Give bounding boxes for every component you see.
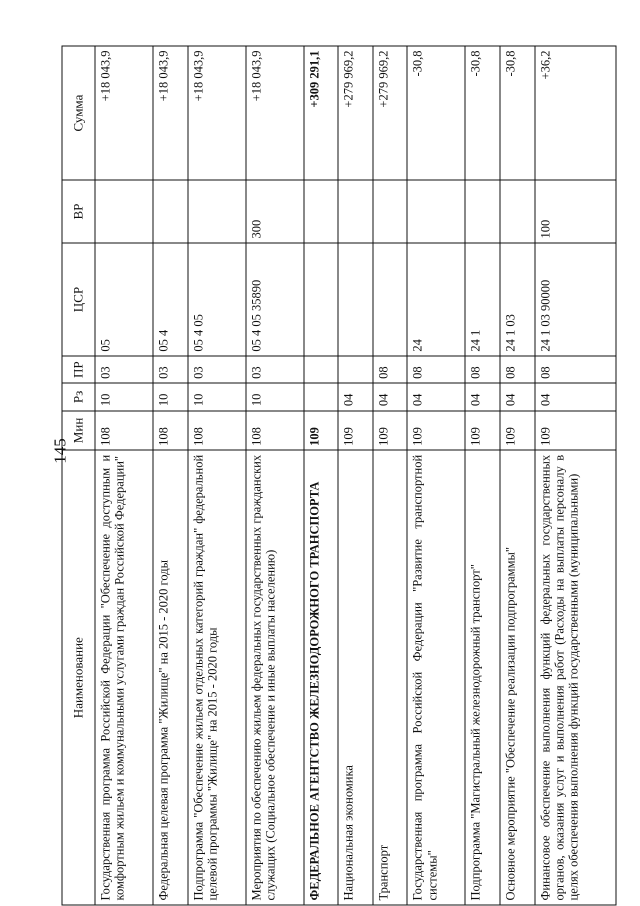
cell-min: 108: [188, 411, 246, 451]
cell-rz: 04: [338, 383, 373, 410]
cell-name: Федеральная целевая программа "Жилище" на 2015 - 2020 годы: [153, 450, 188, 905]
rotated-table-frame: [61, 46, 616, 906]
cell-csr: 24 1 03: [500, 243, 535, 356]
cell-vr: [188, 180, 246, 243]
cell-sum: +18 043,9: [188, 46, 246, 180]
cell-vr: [373, 180, 408, 243]
cell-rz: 04: [535, 383, 616, 410]
table-row: [95, 46, 153, 905]
header-name: Наименование: [62, 450, 95, 905]
cell-name: Подпрограмма "Магистральный железнодорожный транспорт": [465, 450, 500, 905]
cell-csr: [304, 243, 339, 356]
cell-rz: 10: [246, 383, 304, 410]
table-row: [373, 46, 408, 905]
cell-vr: [465, 180, 500, 243]
cell-csr: [373, 243, 408, 356]
cell-min: 109: [500, 411, 535, 451]
cell-sum: +279 969,2: [338, 46, 373, 180]
header-sum: Сумма: [62, 46, 95, 180]
cell-name: Государственная программа Российской Федерации "Развитие транспортной системы": [407, 450, 465, 905]
cell-min: 108: [153, 411, 188, 451]
cell-name: ФЕДЕРАЛЬНОЕ АГЕНТСТВО ЖЕЛЕЗНОДОРОЖНОГО ТРАНСПОРТА: [304, 450, 339, 905]
cell-csr: 05 4 05 35890: [246, 243, 304, 356]
cell-pr: [304, 356, 339, 383]
cell-rz: 04: [500, 383, 535, 410]
cell-sum: -30,8: [465, 46, 500, 180]
cell-pr: 03: [153, 356, 188, 383]
cell-pr: 03: [95, 356, 153, 383]
cell-pr: 08: [465, 356, 500, 383]
cell-pr: [338, 356, 373, 383]
cell-min: 108: [246, 411, 304, 451]
cell-min: 109: [465, 411, 500, 451]
cell-sum: +309 291,1: [304, 46, 339, 180]
cell-sum: +279 969,2: [373, 46, 408, 180]
cell-sum: -30,8: [500, 46, 535, 180]
cell-pr: 08: [500, 356, 535, 383]
header-rz: Рз: [62, 383, 95, 410]
table-row: [338, 46, 373, 905]
cell-pr: 08: [535, 356, 616, 383]
cell-csr: 05 4 05: [188, 243, 246, 356]
cell-vr: [500, 180, 535, 243]
cell-vr: [407, 180, 465, 243]
cell-name: Финансовое обеспечение выполнения функций федеральных государственных органов, оказания услуг и выполнения работ (Расходы на выплаты персоналу в целях обеспечения выполнения функций государственными (муниципальными): [535, 450, 616, 905]
cell-rz: 10: [153, 383, 188, 410]
cell-pr: 03: [188, 356, 246, 383]
cell-min: 109: [373, 411, 408, 451]
table-body: [95, 46, 616, 905]
cell-sum: +18 043,9: [153, 46, 188, 180]
table-row: [153, 46, 188, 905]
cell-pr: 03: [246, 356, 304, 383]
cell-rz: 04: [407, 383, 465, 410]
table-row: [407, 46, 465, 905]
table-row: [246, 46, 304, 905]
cell-csr: [338, 243, 373, 356]
cell-pr: 08: [407, 356, 465, 383]
header-pr: ПР: [62, 356, 95, 383]
cell-min: 109: [304, 411, 339, 451]
cell-csr: 05 4: [153, 243, 188, 356]
cell-pr: 08: [373, 356, 408, 383]
table-header-row: [62, 46, 95, 905]
cell-name: Мероприятия по обеспечению жильем федеральных государственных гражданских служащих (Социальное обеспечение и иные выплаты населению): [246, 450, 304, 905]
cell-vr: [95, 180, 153, 243]
cell-sum: +18 043,9: [95, 46, 153, 180]
cell-min: 109: [338, 411, 373, 451]
cell-csr: 05: [95, 243, 153, 356]
cell-rz: [304, 383, 339, 410]
header-vr: ВР: [62, 180, 95, 243]
table-row: [465, 46, 500, 905]
budget-table: [62, 46, 617, 906]
cell-min: 109: [407, 411, 465, 451]
table-row: [535, 46, 616, 905]
cell-sum: +36,2: [535, 46, 616, 180]
cell-csr: 24 1: [465, 243, 500, 356]
cell-rz: 10: [188, 383, 246, 410]
cell-vr: 300: [246, 180, 304, 243]
cell-vr: [153, 180, 188, 243]
cell-name: Государственная программа Российской Федерации "Обеспечение доступным и комфортным жильем и коммунальными услугами граждан Российской Федерации": [95, 450, 153, 905]
cell-rz: 04: [373, 383, 408, 410]
cell-rz: 10: [95, 383, 153, 410]
cell-csr: 24 1 03 90000: [535, 243, 616, 356]
table-row: [304, 46, 339, 905]
cell-name: Национальная экономика: [338, 450, 373, 905]
cell-min: 109: [535, 411, 616, 451]
cell-name: Основное мероприятие "Обеспечение реализации подпрограммы": [500, 450, 535, 905]
cell-vr: [338, 180, 373, 243]
cell-csr: 24: [407, 243, 465, 356]
table-row: [500, 46, 535, 905]
cell-min: 108: [95, 411, 153, 451]
cell-name: Подпрограмма "Обеспечение жильем отдельных категорий граждан" федеральной целевой программы "Жилище" на 2015 - 2020 годы: [188, 450, 246, 905]
table-row: [188, 46, 246, 905]
table-container: [62, 46, 617, 906]
header-csr: ЦСР: [62, 243, 95, 356]
cell-vr: 100: [535, 180, 616, 243]
cell-rz: 04: [465, 383, 500, 410]
header-min: Мин: [62, 411, 95, 451]
cell-vr: [304, 180, 339, 243]
cell-name: Транспорт: [373, 450, 408, 905]
page-number: 145: [50, 438, 70, 464]
cell-sum: +18 043,9: [246, 46, 304, 180]
cell-sum: -30,8: [407, 46, 465, 180]
